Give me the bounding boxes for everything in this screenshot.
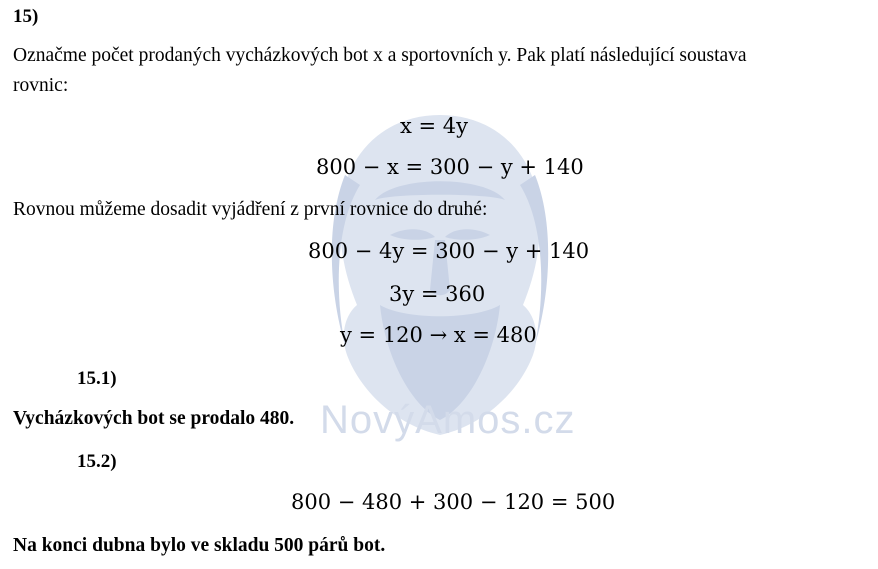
watermark-text: NovýAmos.cz [320, 398, 576, 442]
part1-answer: Vycházkových bot se prodalo 480. [13, 408, 295, 429]
part2-equation: 800 − 480 + 300 − 120 = 500 [291, 490, 616, 514]
solution-step-2: 3y = 360 [389, 282, 486, 306]
equation-2: 800 − x = 300 − y + 140 [316, 155, 584, 179]
problem-number: 15) [13, 6, 39, 27]
part1-label: 15.1) [77, 368, 117, 389]
equation-1: x = 4y [400, 114, 469, 138]
part2-answer: Na konci dubna bylo ve skladu 500 párů bot. [13, 535, 386, 556]
intro-text-1: Označme počet prodaných vycházkových bot x a sportovních y. Pak platí následující soustava [13, 45, 747, 66]
solution-step-1: 800 − 4y = 300 − y + 140 [308, 239, 590, 263]
substitution-text: Rovnou můžeme dosadit vyjádření z první rovnice do druhé: [13, 199, 488, 220]
solution-step-3: y = 120 → x = 480 [340, 323, 537, 347]
part2-label: 15.2) [77, 451, 117, 472]
intro-line-2: rovnic: [13, 75, 69, 96]
intro-line-1 [13, 45, 747, 67]
